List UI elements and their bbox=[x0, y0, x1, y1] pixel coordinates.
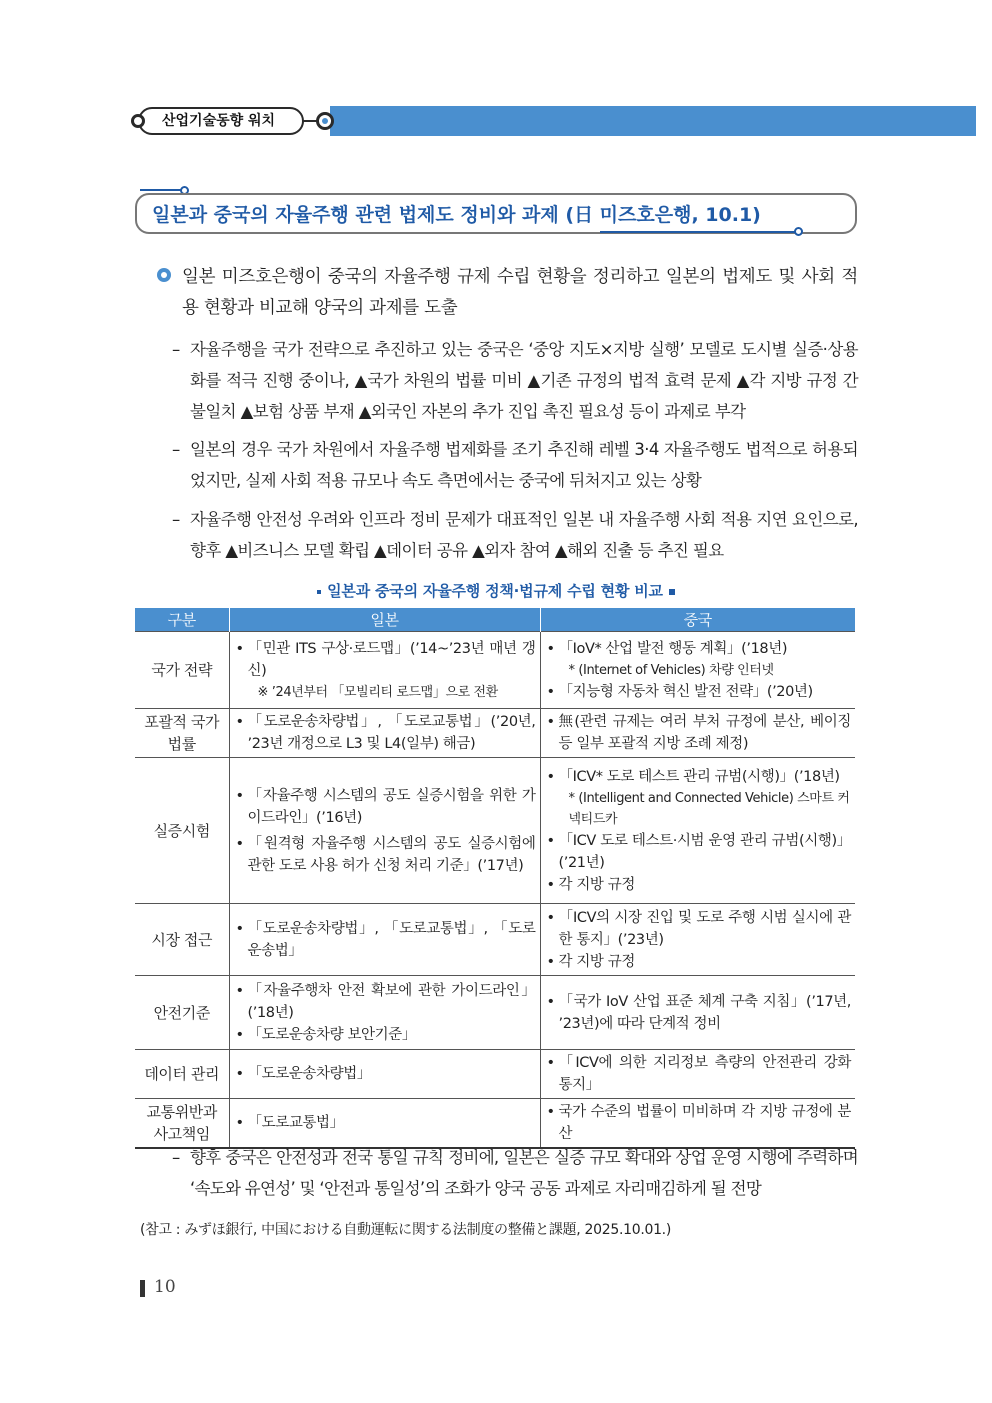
caption-marker-icon bbox=[317, 590, 321, 594]
cell-item: • 「도로운송차량법」, 「도로교통법」(’20년, ’23년 개정으로 L3 및 L4(일부) 해금) bbox=[234, 711, 536, 755]
row-category: 안전기준 bbox=[135, 976, 229, 1050]
cell-item: • 無(관련 규제는 여러 부처 규정에 분산, 베이징 등 일부 포괄적 지방 조례 제정) bbox=[545, 711, 852, 755]
row-category: 포괄적 국가 법률 bbox=[135, 709, 229, 758]
main-point: 일본 미즈호은행이 중국의 자율주행 규제 수립 현황을 정리하고 일본의 법제도 및 사회 적용 현황과 비교해 양국의 과제를 도출 bbox=[182, 267, 858, 318]
page-number: 10 bbox=[154, 1277, 176, 1297]
table-row bbox=[135, 904, 855, 976]
page-marker-icon bbox=[140, 1280, 145, 1297]
page-title: 일본과 중국의 자율주행 관련 법제도 정비와 과제 (日 미즈호은행, 10.1) bbox=[152, 204, 761, 226]
header-bar bbox=[330, 106, 976, 136]
table-row bbox=[135, 1050, 855, 1099]
cell-china bbox=[540, 1050, 855, 1099]
cell-item: • 각 지방 규정 bbox=[545, 951, 852, 973]
table-caption-text: 일본과 중국의 자율주행 정책·법규제 수립 현황 비교 bbox=[327, 582, 663, 600]
cell-item: • 「도로운송차량 보안기준」 bbox=[234, 1024, 536, 1046]
cell-item: • 「지능형 자동차 혁신 발전 전략」(’20년) bbox=[545, 681, 852, 703]
section-label: 산업기술동향 워치 bbox=[138, 107, 304, 135]
cell-item: • 「IoV* 산업 발전 행동 계획」(’18년) bbox=[545, 638, 852, 660]
comparison-table bbox=[135, 608, 855, 1149]
cell-china bbox=[540, 758, 855, 904]
cell-japan bbox=[229, 632, 540, 709]
cell-note: * (Intelligent and Connected Vehicle) 스마트 커넥티드카 bbox=[568, 790, 850, 827]
cell-japan bbox=[229, 1099, 540, 1149]
cell-item: • 「ICV* 도로 테스트 관리 규범(시행)」(’18년) bbox=[545, 766, 852, 788]
table-header-row bbox=[135, 608, 855, 632]
row-category: 실증시험 bbox=[135, 758, 229, 904]
cell-item: • 「원격형 자율주행 시스템의 공도 실증시험에 관한 도로 사용 허가 신청 처리 기준」(’17년) bbox=[234, 833, 536, 877]
cell-item: • 각 지방 규정 bbox=[545, 874, 852, 896]
sub-point-text: 자율주행 안전성 우려와 인프라 정비 문제가 대표적인 일본 내 자율주행 사회 적용 지연 요인으로, 향후 ▲비즈니스 모델 확립 ▲데이터 공유 ▲외자 참여 ▲해외 진출 등 추진 필요 bbox=[190, 510, 858, 560]
dash-icon: – bbox=[172, 440, 180, 459]
cell-china bbox=[540, 1099, 855, 1149]
cell-china bbox=[540, 632, 855, 709]
dash-icon: – bbox=[172, 340, 180, 359]
cell-item: • 「자율주행차 안전 확보에 관한 가이드라인」(’18년) bbox=[234, 980, 536, 1024]
row-category: 시장 접근 bbox=[135, 904, 229, 976]
col-header-japan: 일본 bbox=[229, 608, 540, 632]
cell-item: • 「ICV 도로 테스트·시범 운영 관리 규범(시행)」(’21년) bbox=[545, 830, 852, 874]
table-row bbox=[135, 709, 855, 758]
cell-item: • 「국가 IoV 산업 표준 체계 구축 지침」(’17년, ’23년)에 따라 단계적 정비 bbox=[545, 991, 852, 1035]
row-category: 국가 전략 bbox=[135, 632, 229, 709]
sub-point-3 bbox=[172, 504, 858, 566]
sub-point-2 bbox=[172, 434, 858, 496]
dash-icon: – bbox=[172, 510, 180, 529]
title-decor-line-bottom bbox=[600, 231, 796, 233]
cell-japan bbox=[229, 904, 540, 976]
cell-china bbox=[540, 709, 855, 758]
caption-marker-icon bbox=[669, 589, 675, 595]
cell-item: • 「민관 ITS 구상·로드맵」(’14~’23년 매년 갱신) bbox=[234, 638, 536, 682]
cell-item: • 「도로운송차량법」 bbox=[234, 1063, 536, 1085]
cell-japan bbox=[229, 976, 540, 1050]
cell-japan bbox=[229, 709, 540, 758]
col-header-china: 중국 bbox=[540, 608, 855, 632]
cell-item: • 「자율주행 시스템의 공도 실증시험을 위한 가이드라인」(’16년) bbox=[234, 785, 536, 829]
sub-point-1 bbox=[172, 334, 858, 427]
header-left-dot-icon bbox=[131, 114, 145, 128]
table-caption bbox=[0, 580, 992, 601]
cell-china bbox=[540, 976, 855, 1050]
table-row bbox=[135, 1099, 855, 1149]
table-row bbox=[135, 976, 855, 1050]
sub-point-text: 자율주행을 국가 전략으로 추진하고 있는 중국은 ‘중앙 지도×지방 실행’ 모델로 도시별 실증·상용화를 적극 진행 중이나, ▲국가 차원의 법률 미비 ▲기존 규정의 법적 효력 문제 ▲각 지방 규정 간 불일치 ▲보험 상품 부재 ▲외국인 자본의 추가 진입 촉진 필요성 등이 과제로 부각 bbox=[190, 340, 858, 421]
reference: (참고 : みずほ銀行, 中国における自動運転に関する法制度の整備と課題, 2025.10.01.) bbox=[140, 1222, 671, 1238]
cell-china bbox=[540, 904, 855, 976]
col-header-category: 구분 bbox=[135, 608, 229, 632]
cell-japan bbox=[229, 1050, 540, 1099]
title-decor-dot-end-icon bbox=[794, 227, 803, 236]
table-row bbox=[135, 632, 855, 709]
cell-item: • 「ICV에 의한 지리정보 측량의 안전관리 강화 통지」 bbox=[545, 1052, 852, 1096]
closing-text: 향후 중국은 안전성과 전국 통일 규칙 정비에, 일본은 실증 규모 확대와 상업 운영 시행에 주력하며 ‘속도와 유연성’ 및 ‘안전과 통일성’의 조화가 양국 공동 과제로 자리매김하게 될 전망 bbox=[190, 1148, 858, 1198]
cell-item: • 「도로교통법」 bbox=[234, 1112, 536, 1134]
header-right-dot-icon bbox=[316, 112, 334, 130]
row-category: 교통위반과 사고책임 bbox=[135, 1099, 229, 1149]
cell-item: • 「도로운송차량법」, 「도로교통법」, 「도로운송법」 bbox=[234, 918, 536, 962]
table-row bbox=[135, 758, 855, 904]
dash-icon: – bbox=[172, 1148, 180, 1167]
sub-point-text: 일본의 경우 국가 차원에서 자율주행 법제화를 조기 추진해 레벨 3·4 자율주행도 법적으로 허용되었지만, 실제 사회 적용 규모나 속도 측면에서는 중국에 뒤처지고 있는 상황 bbox=[190, 440, 858, 490]
main-bullet-icon bbox=[157, 268, 171, 282]
title-decor-line-top bbox=[140, 189, 182, 191]
cell-item: • 국가 수준의 법률이 미비하며 각 지방 규정에 분산 bbox=[545, 1101, 852, 1145]
cell-note: ※ ’24년부터 「모빌리티 로드맵」으로 전환 bbox=[257, 684, 498, 700]
cell-japan bbox=[229, 758, 540, 904]
cell-item: • 「ICV의 시장 진입 및 도로 주행 시범 실시에 관한 통지」(’23년) bbox=[545, 907, 852, 951]
row-category: 데이터 관리 bbox=[135, 1050, 229, 1099]
closing-point bbox=[172, 1142, 858, 1204]
cell-note: * (Internet of Vehicles) 차량 인터넷 bbox=[568, 662, 774, 678]
